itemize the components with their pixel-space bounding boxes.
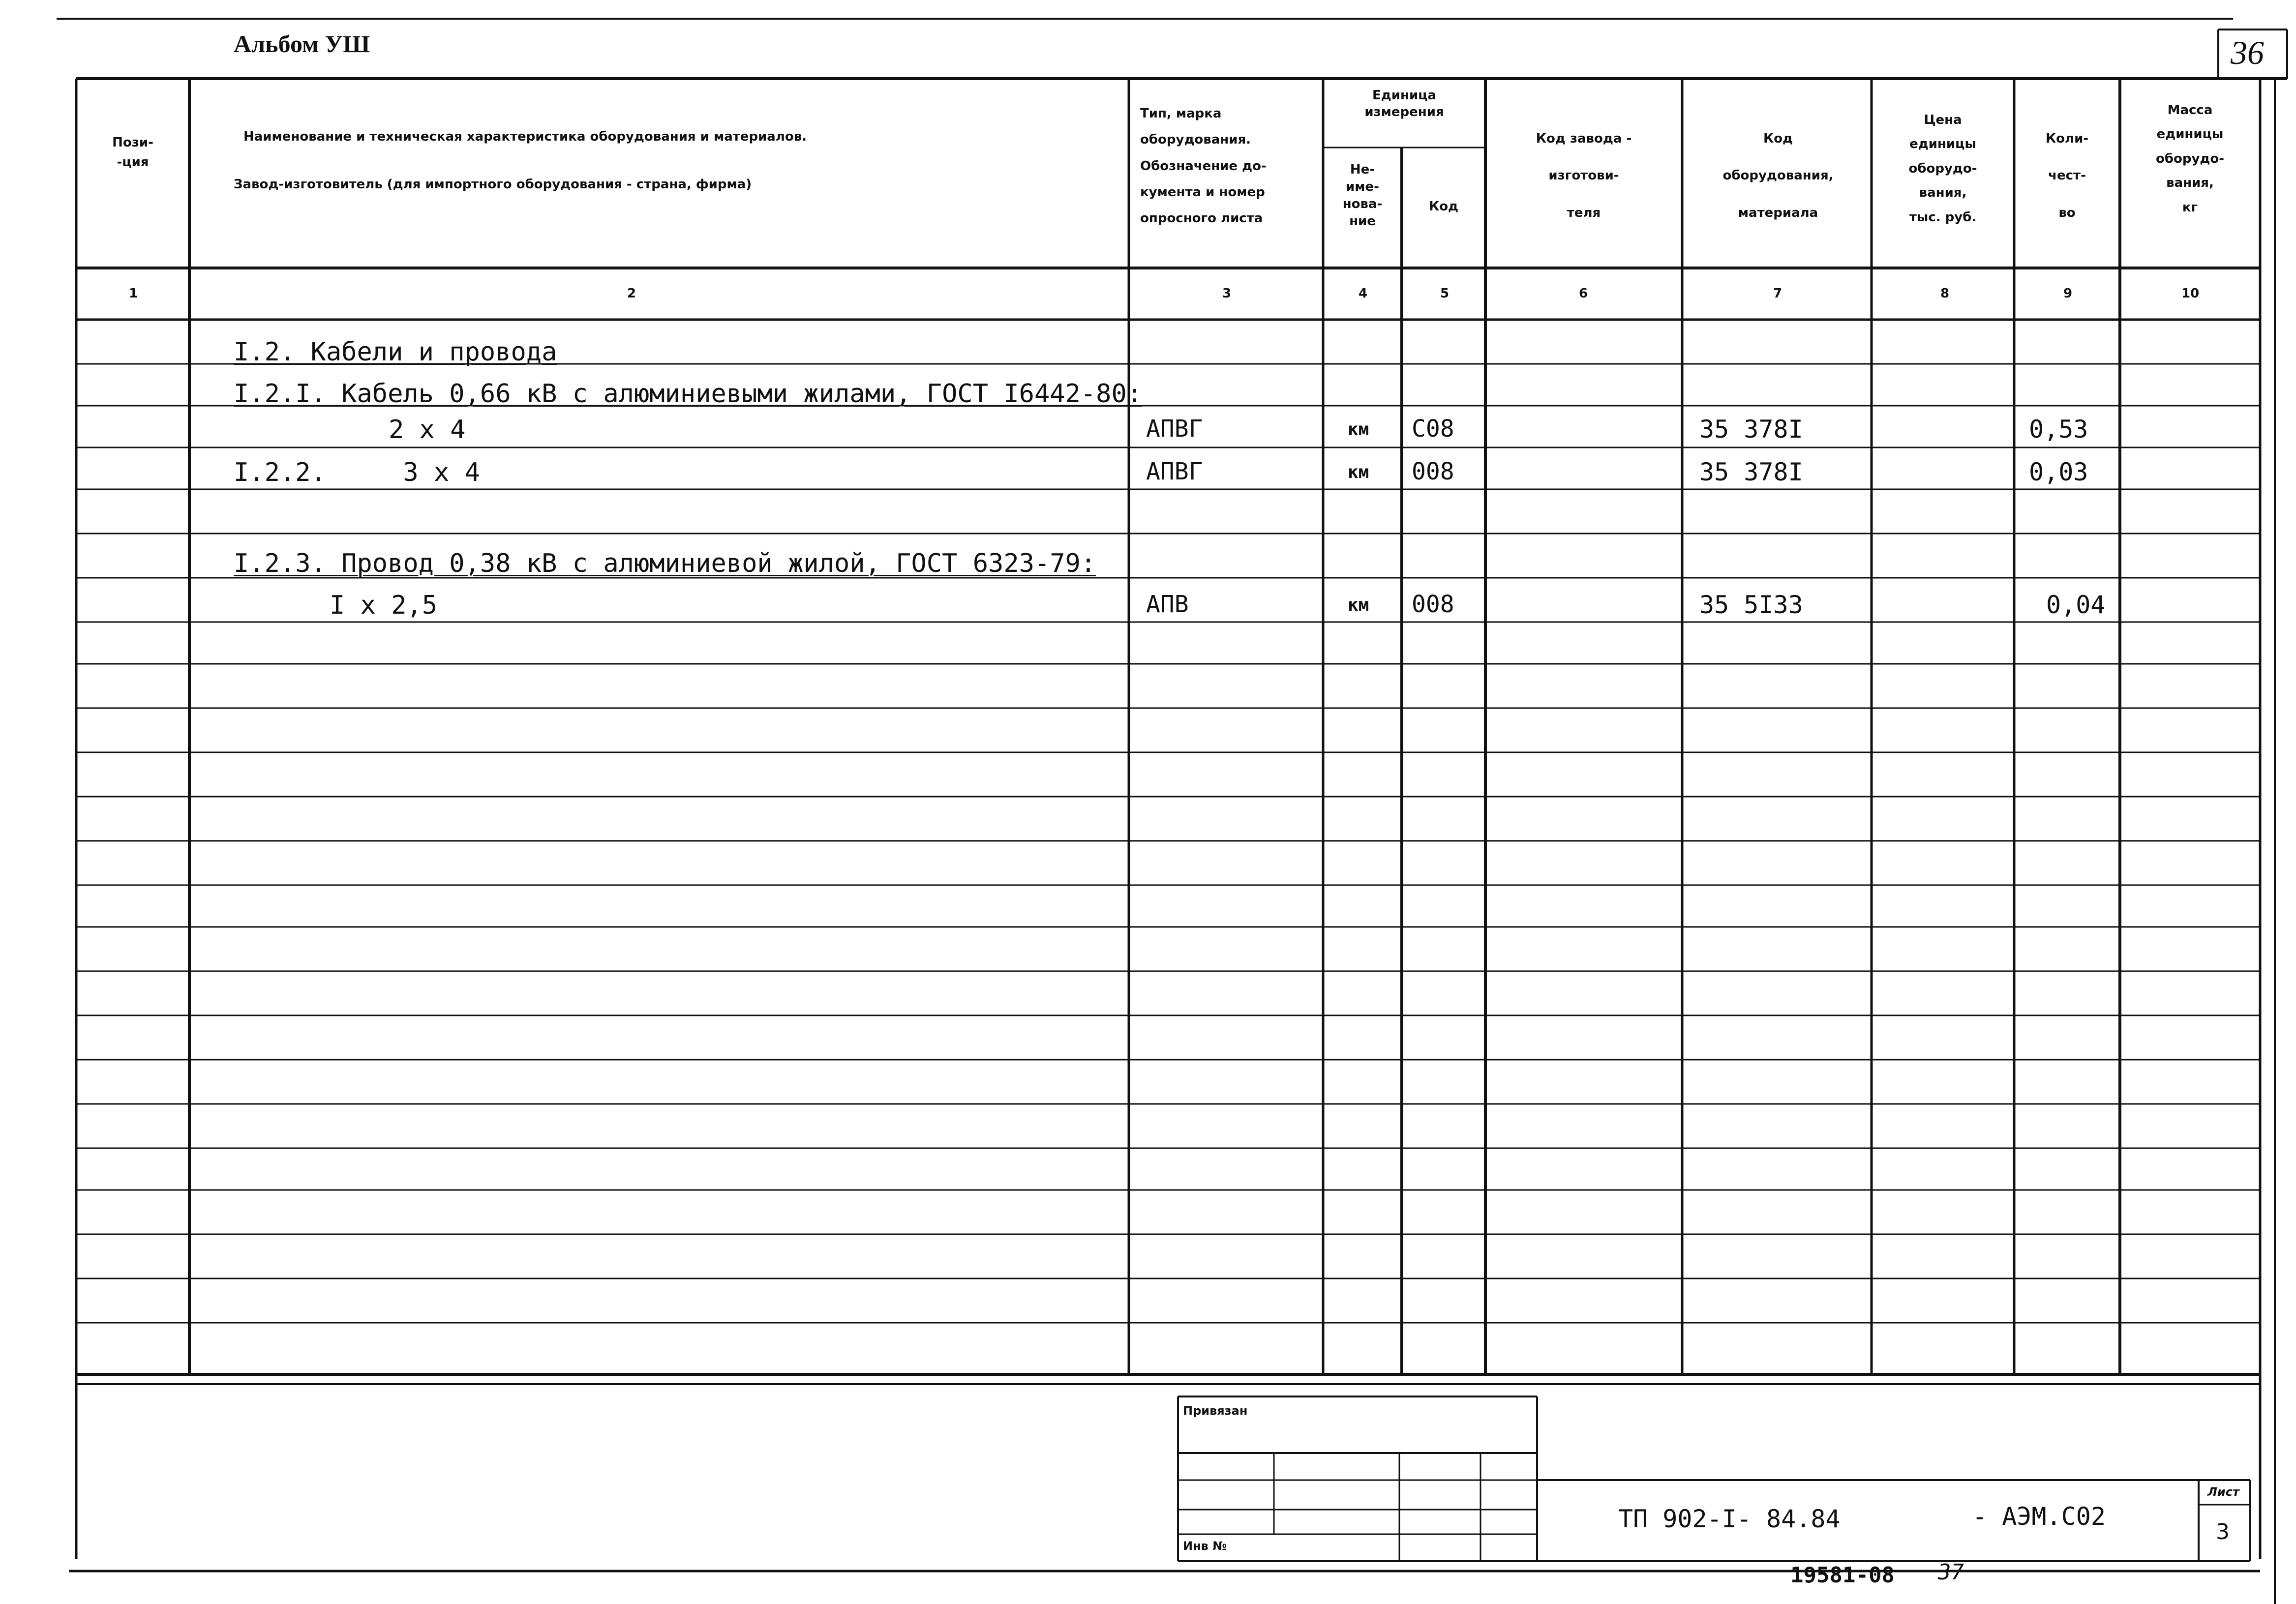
page-number: 36: [2231, 34, 2264, 71]
header-name-line1: Наименование и техническая характеристика оборудования и материалов.: [243, 129, 807, 144]
item-row-unit: км: [1348, 462, 1369, 482]
item-row-name: I х 2,5: [330, 591, 438, 620]
col-number-9: 9: [2063, 286, 2073, 301]
col-number-6: 6: [1579, 286, 1588, 301]
item-row-equip-code: 35 378I: [1699, 415, 1803, 444]
header-unit-code: Код: [1428, 199, 1459, 214]
item-row-code: 008: [1412, 458, 1454, 485]
item-row-qty: 0,53: [2029, 415, 2088, 444]
col-number-10: 10: [2181, 286, 2200, 301]
item-row-unit: км: [1348, 595, 1369, 615]
item-row-equip-code: 35 5I33: [1699, 591, 1803, 619]
sheet-label: Лист: [2207, 1485, 2239, 1499]
header-factory-code: Код завода - изготови- теля: [1536, 131, 1632, 220]
album-title: Альбом УШ: [234, 30, 370, 58]
item-row-type: АПВГ: [1146, 458, 1203, 485]
item-row-name: 2 х 4: [389, 415, 466, 445]
col-number-1: 1: [129, 286, 138, 301]
footer-number: 37: [1938, 1560, 1964, 1585]
item-cable-heading: I.2.I. Кабель 0,66 кВ с алюминиевыми жилами, ГОСТ I6442-80:: [234, 379, 1143, 409]
sheet-number: 3: [2216, 1519, 2230, 1545]
header-name-line2: Завод-изготовитель (для импортного оборудования - страна, фирма): [234, 177, 752, 192]
item-row-name: I.2.2. 3 х 4: [234, 458, 480, 487]
document-suffix: - АЭМ.С02: [1972, 1502, 2106, 1531]
header-unit: Единица измерения: [1364, 88, 1444, 119]
footer-archive-code: 19581-08: [1790, 1563, 1895, 1588]
item-row-code: 008: [1412, 591, 1454, 618]
col-number-4: 4: [1359, 286, 1368, 301]
col-number-3: 3: [1222, 286, 1232, 301]
header-unit-name: Не- име- нова- ние: [1342, 162, 1383, 229]
stamp-inventory-label: Инв №: [1183, 1539, 1227, 1553]
document-code: ТП 902-I- 84.84: [1618, 1505, 1841, 1533]
col-number-2: 2: [627, 286, 636, 301]
item-row-type: АПВ: [1146, 591, 1189, 618]
header-position: Пози- -ция: [112, 135, 153, 170]
item-row-type: АПВГ: [1146, 415, 1203, 443]
item-row-unit: км: [1348, 419, 1369, 440]
item-row-equip-code: 35 378I: [1699, 458, 1803, 486]
item-row-qty: 0,03: [2029, 458, 2088, 486]
header-unit-mass: Масса единицы оборудо- вания, кг: [2155, 103, 2225, 215]
section-heading: I.2. Кабели и провода: [234, 337, 557, 367]
col-number-5: 5: [1440, 286, 1450, 301]
header-type-mark: Тип, марка оборудования. Обозначение до- кумента и номер опросного листа: [1140, 106, 1267, 226]
stamp-privyazan-label: Привязан: [1183, 1404, 1248, 1418]
header-quantity: Коли- чест- во: [2045, 131, 2089, 220]
header-equipment-code: Код оборудования, материала: [1722, 131, 1834, 220]
item-wire-heading: I.2.3. Провод 0,38 кВ с алюминиевой жилой, ГОСТ 6323-79:: [234, 549, 1096, 578]
col-number-8: 8: [1940, 286, 1950, 301]
col-number-7: 7: [1773, 286, 1782, 301]
header-unit-price: Цена единицы оборудо- вания, тыс. руб.: [1908, 113, 1977, 225]
item-row-qty: 0,04: [2046, 591, 2106, 619]
item-row-code: С08: [1412, 415, 1454, 443]
